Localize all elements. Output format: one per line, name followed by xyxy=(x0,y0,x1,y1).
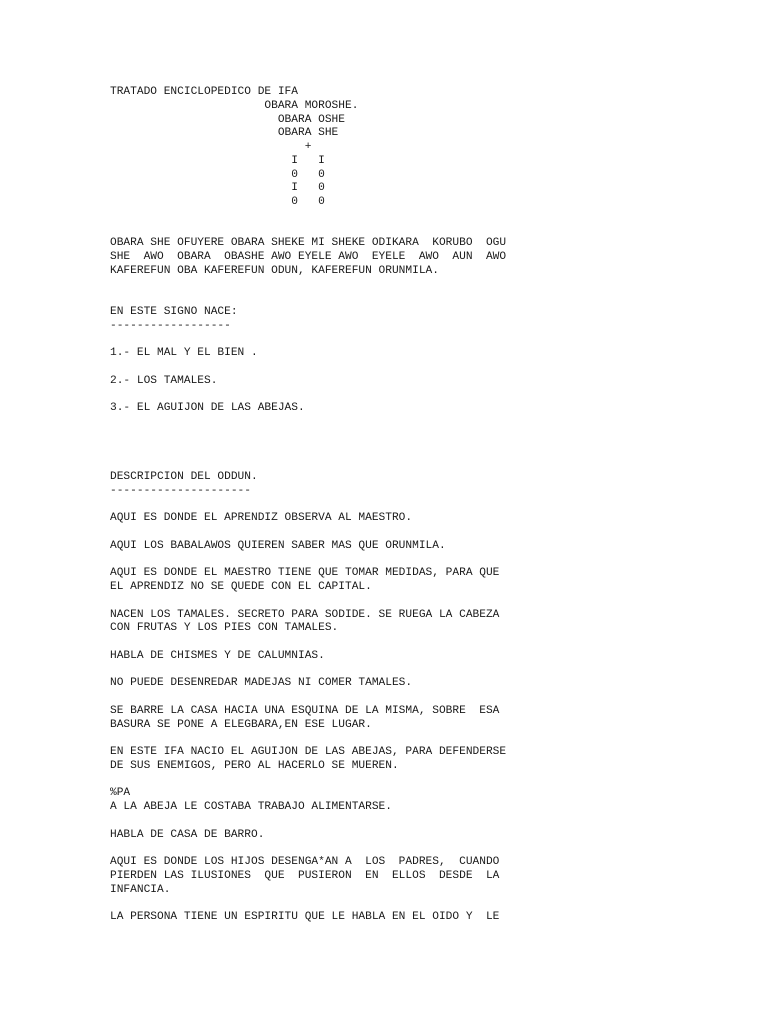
text-line xyxy=(110,526,750,540)
text-line xyxy=(110,334,750,348)
text-line xyxy=(110,595,750,609)
text-line: NO PUEDE DESENREDAR MADEJAS NI COMER TAMALES. xyxy=(110,677,413,690)
text-line: OBARA SHE xyxy=(110,127,339,140)
text-line xyxy=(110,389,750,403)
text-line: SHE AWO OBARA OBASHE AWO EYELE AWO EYELE AWO AUN AWO xyxy=(110,251,507,263)
text-line xyxy=(110,815,750,829)
text-line: I 0 xyxy=(110,182,325,195)
text-line xyxy=(110,636,750,650)
text-line: AQUI ES DONDE EL APRENDIZ OBSERVA AL MAESTRO. xyxy=(110,512,413,525)
text-line: I I xyxy=(110,154,325,167)
text-line: INFANCIA. xyxy=(110,883,171,896)
text-line xyxy=(110,416,750,430)
text-line: 1.- EL MAL Y EL BIEN . xyxy=(110,347,258,360)
text-line: NACEN LOS TAMALES. SECRETO PARA SODIDE. SE RUEGA LA CABEZA xyxy=(110,608,500,621)
text-line: DE SUS ENEMIGOS, PERO AL HACERLO SE MUEREN. xyxy=(110,759,399,772)
text-line xyxy=(110,457,750,471)
text-line xyxy=(110,691,750,705)
text-line: AQUI ES DONDE EL MAESTRO TIENE QUE TOMAR MEDIDAS, PARA QUE xyxy=(110,567,500,580)
text-line: AQUI LOS BABALAWOS QUIEREN SABER MAS QUE ORUNMILA. xyxy=(110,539,446,552)
text-line xyxy=(110,664,750,678)
text-line: HABLA DE CHISMES Y DE CALUMNIAS. xyxy=(110,649,325,662)
text-line: --------------------- xyxy=(110,484,251,497)
text-line xyxy=(110,732,750,746)
text-line: HABLA DE CASA DE BARRO. xyxy=(110,828,265,841)
text-line: + xyxy=(110,141,312,153)
text-line: EL APRENDIZ NO SE QUEDE CON EL CAPITAL. xyxy=(110,581,372,593)
text-line: KAFEREFUN OBA KAFEREFUN ODUN, KAFEREFUN ORUNMILA. xyxy=(110,264,439,277)
text-line xyxy=(110,499,750,513)
text-line xyxy=(110,292,750,306)
text-line xyxy=(110,279,750,293)
text-line: CON FRUTAS Y LOS PIES CON TAMALES. xyxy=(110,622,339,635)
text-line: TRATADO ENCICLOPEDICO DE IFA xyxy=(110,86,298,98)
text-line xyxy=(110,444,750,458)
text-line xyxy=(110,361,750,375)
text-line: LA PERSONA TIENE UN ESPIRITU QUE LE HABLA EN EL OIDO Y LE xyxy=(110,911,500,923)
text-line: %PA xyxy=(110,787,131,800)
text-line: 2.- LOS TAMALES. xyxy=(110,374,218,387)
text-line: OBARA SHE OFUYERE OBARA SHEKE MI SHEKE ODIKARA KORUBO OGU xyxy=(110,237,507,250)
document-text xyxy=(110,86,750,925)
text-line: DESCRIPCION DEL ODDUN. xyxy=(110,471,258,483)
text-line: BASURA SE PONE A ELEGBARA,EN ESE LUGAR. xyxy=(110,718,372,731)
text-line: A LA ABEJA LE COSTABA TRABAJO ALIMENTARSE. xyxy=(110,801,392,813)
text-line: OBARA MOROSHE. xyxy=(110,99,359,112)
text-line: EN ESTE IFA NACIO EL AGUIJON DE LAS ABEJAS, PARA DEFENDERSE xyxy=(110,746,507,758)
text-line xyxy=(110,554,750,568)
text-line xyxy=(110,897,750,911)
text-line: EN ESTE SIGNO NACE: xyxy=(110,306,238,318)
text-line xyxy=(110,224,750,238)
text-line: 0 0 xyxy=(110,168,325,181)
text-line: OBARA OSHE xyxy=(110,113,345,126)
text-line: PIERDEN LAS ILUSIONES QUE PUSIERON EN ELLOS DESDE LA xyxy=(110,869,500,882)
text-line: ------------------ xyxy=(110,319,231,332)
text-line xyxy=(110,210,750,224)
text-line: 0 0 xyxy=(110,196,325,208)
text-line: AQUI ES DONDE LOS HIJOS DESENGA*AN A LOS PADRES, CUANDO xyxy=(110,856,500,868)
text-line: 3.- EL AGUIJON DE LAS ABEJAS. xyxy=(110,402,305,415)
text-line: SE BARRE LA CASA HACIA UNA ESQUINA DE LA MISMA, SOBRE ESA xyxy=(110,704,500,717)
text-line xyxy=(110,774,750,788)
text-line xyxy=(110,842,750,856)
text-line xyxy=(110,430,750,444)
